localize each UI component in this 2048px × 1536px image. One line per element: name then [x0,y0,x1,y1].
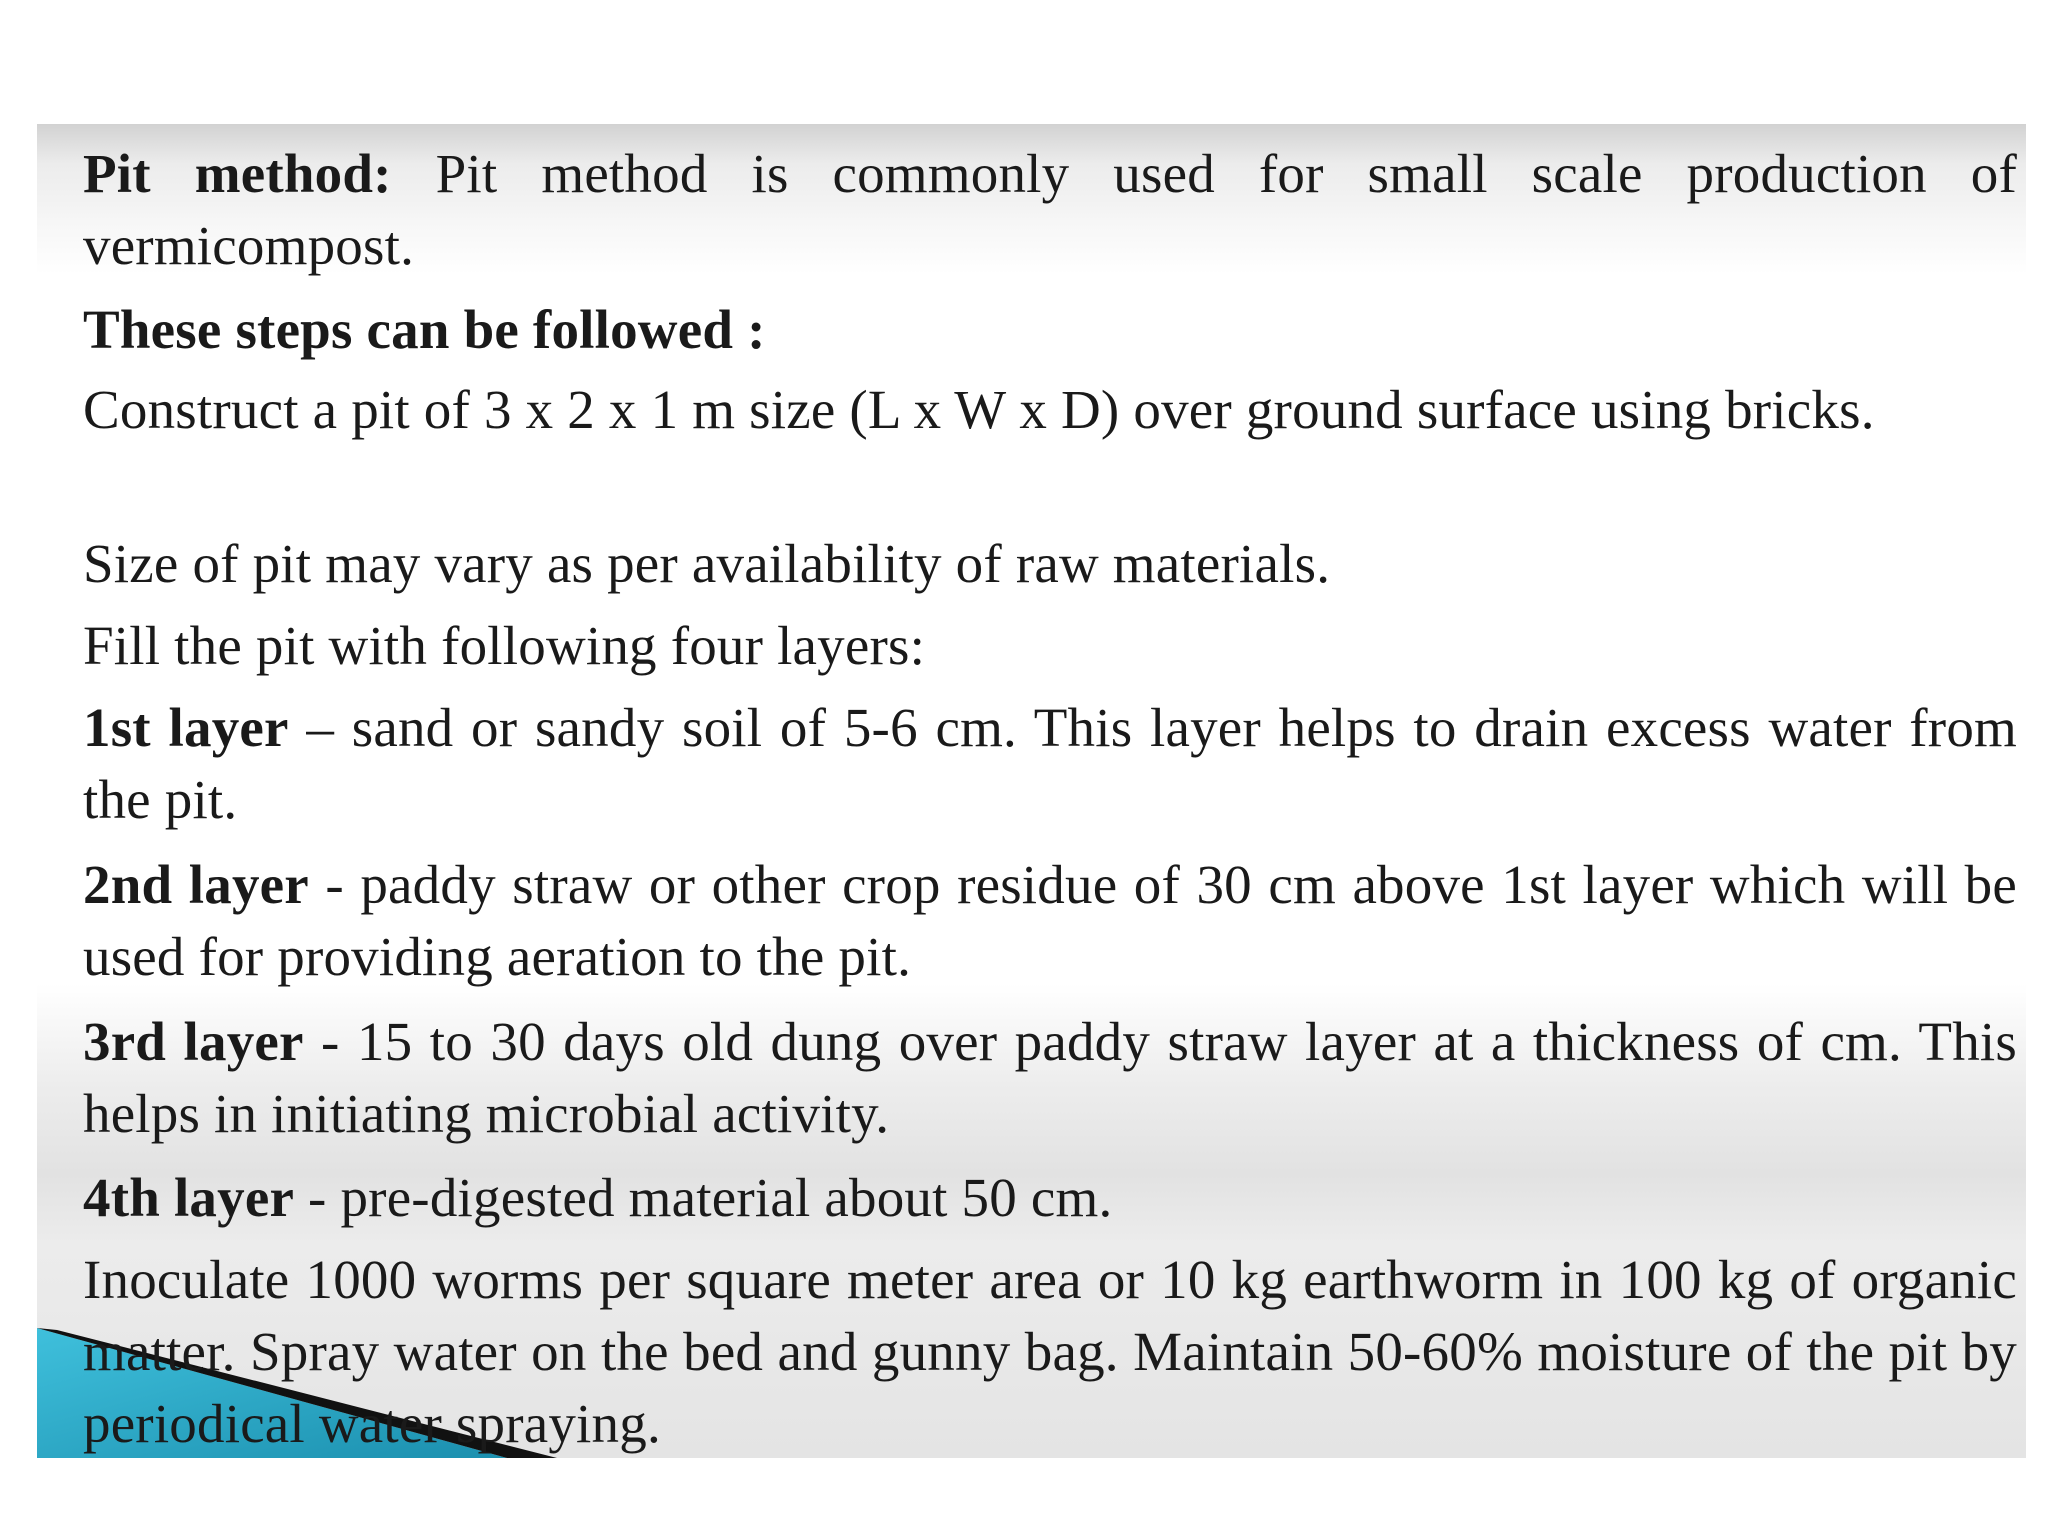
layer-1-text: – sand or sandy soil of 5-6 cm. This layer helps to drain excess water from the pit. [83,697,2017,830]
slide [37,124,2026,1458]
pit-method-term: Pit method: [83,143,392,204]
fill-note: Fill the pit with following four layers: [83,615,926,676]
layer-1 [83,692,2017,836]
construct-step: Construct a pit of 3 x 2 x 1 m size (L x W x D) over ground surface using bricks. [83,379,1875,440]
steps-heading: These steps can be followed : [83,299,766,360]
layer-4-text: - pre-digested material about 50 cm. [294,1167,1113,1228]
layer-2-term: 2nd layer [83,854,309,915]
size-note: Size of pit may vary as per availability of raw materials. [83,533,1331,594]
layer-2 [83,849,2017,993]
intro-paragraph [83,138,2017,282]
layer-4-term: 4th layer [83,1167,295,1228]
layer-2-text: - paddy straw or other crop residue of 30 cm above 1st layer which will be used for providing aeration to the pit. [83,854,2017,987]
layer-3 [83,1006,2017,1150]
layer-4 [83,1162,2017,1234]
inoculate-paragraph: Inoculate 1000 worms per square meter area or 10 kg earthworm in 100 kg of organic matter. Spray water on the bed and gunny bag. Maintain 50-60% moisture of the pit by periodical water spraying. [83,1249,2017,1454]
layer-3-text: - 15 to 30 days old dung over paddy straw layer at a thickness of cm. This helps in initiating microbial activity. [83,1011,2017,1144]
layer-3-term: 3rd layer [83,1011,304,1072]
layer-1-term: 1st layer [83,697,289,758]
pit-method-text: Pit method is commonly used for small scale production of vermicompost. [83,143,2017,276]
